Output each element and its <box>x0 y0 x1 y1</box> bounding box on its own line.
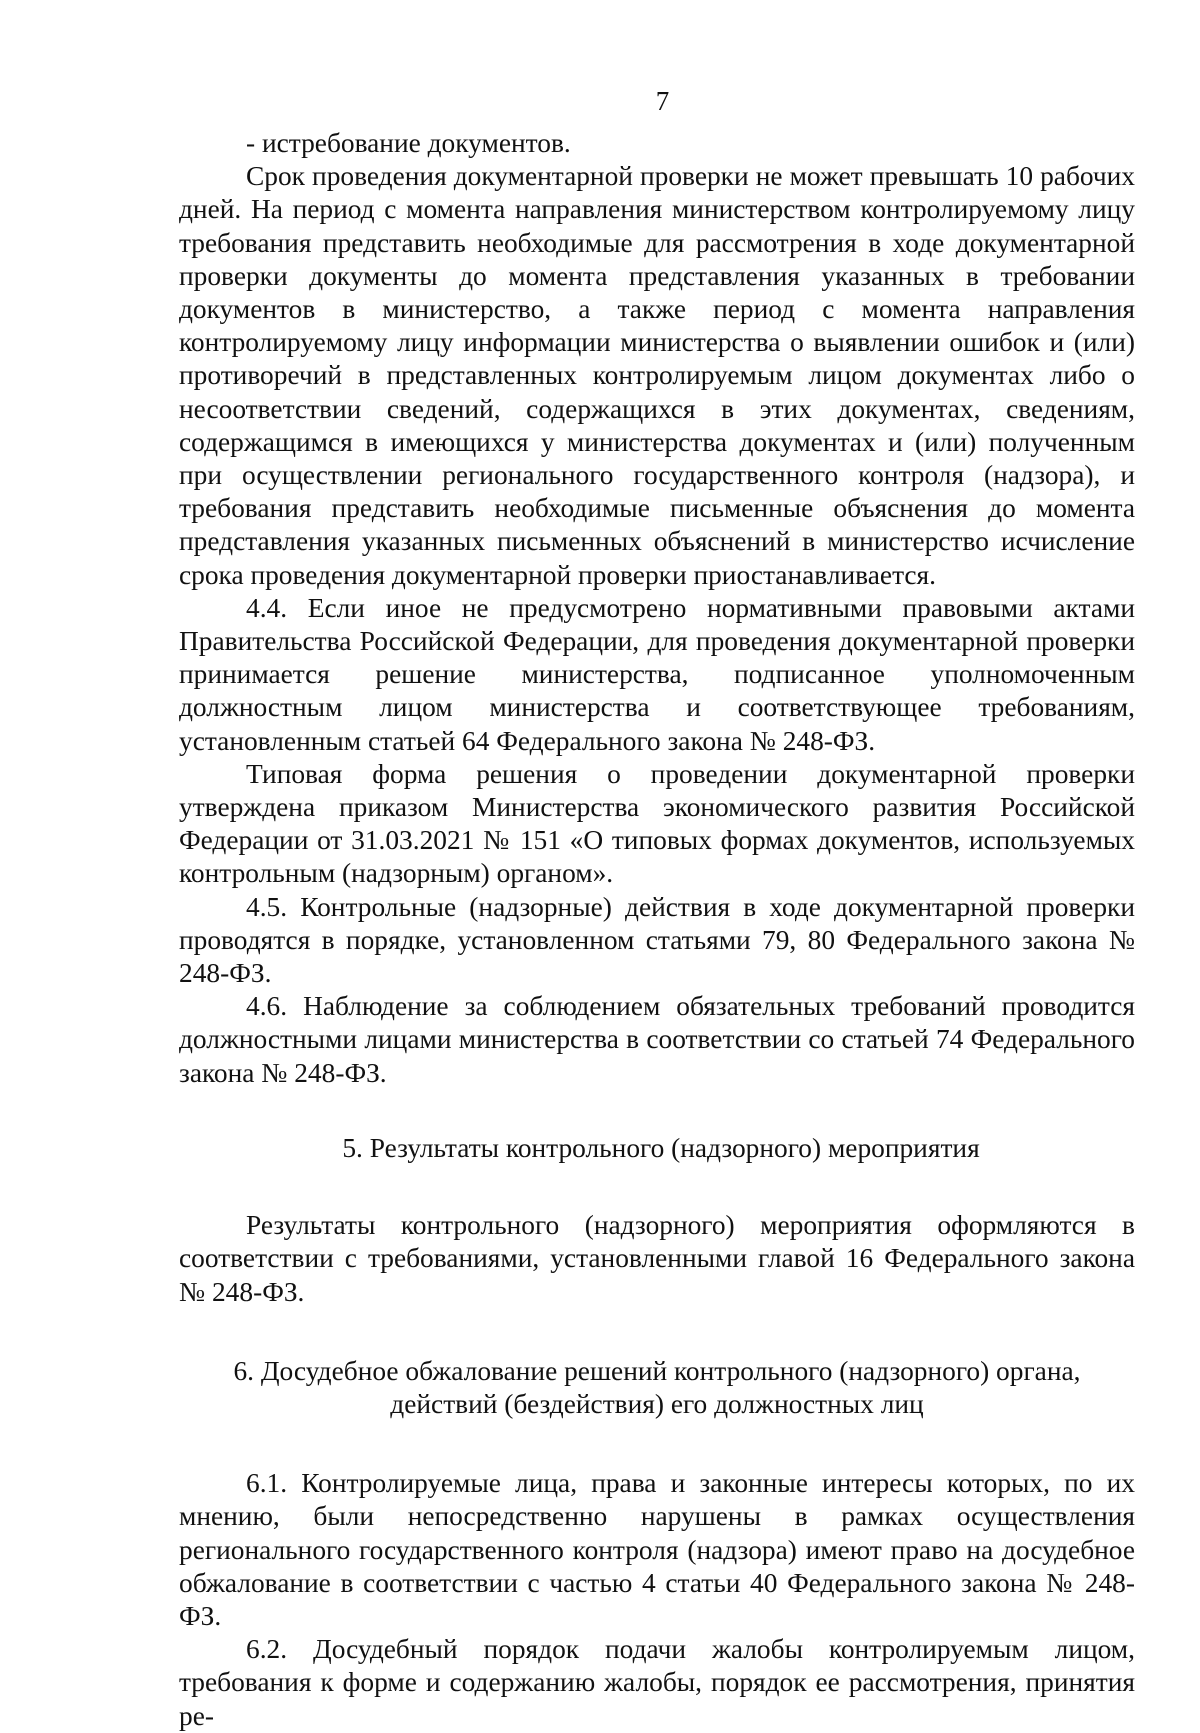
section-6-heading-line-2: действий (бездействия) его должностных лиц <box>390 1388 924 1419</box>
paragraph-4-4: 4.4. Если иное не предусмотрено нормативными правовыми актами Правительства Российской Федерации, для проведения документарной проверки принимается решение министерства, подписанное уполномоченным должностным лицом министерства и соответствующее требованиям, установленным статьей 64 Федерального закона № 248-ФЗ. <box>179 592 1135 756</box>
paragraph-document-request: - истребование документов. <box>246 128 571 158</box>
section-6-heading-line-1: 6. Досудебное обжалование решений контрольного (надзорного) органа, <box>233 1355 1081 1386</box>
document-body <box>179 127 1135 1733</box>
section-5-heading: 5. Результаты контрольного (надзорного) мероприятия <box>342 1132 980 1163</box>
paragraph-6-2: 6.2. Досудебный порядок подачи жалобы контролируемым лицом, требования к форме и содержанию жалобы, порядок ее рассмотрения, принятия ре- <box>179 1634 1135 1731</box>
paragraph-6-1: 6.1. Контролируемые лица, права и законные интересы которых, по их мнению, были непосредственно нарушены в рамках осуществления регионального государственного контроля (надзора) имеют право на досудебное обжалование в соответствии с частью 4 статьи 40 Федерального закона № 248-ФЗ. <box>179 1468 1135 1631</box>
page-number: 7 <box>655 86 670 116</box>
paragraph-inspection-period: Срок проведения документарной проверки не может превышать 10 рабочих дней. На период с момента направления министерством контролируемому лицу требования представить необходимые для рассмотрения в ходе документарной проверки документы до момента представления указанных в требовании документов в министерство, а также период с момента направления контролируемому лицу информации министерства о выявлении ошибок и (или) противоречий в представленных контролируемым лицом документах либо о несоответствии сведений, содержащихся в этих документах, сведениям, содержащимся в имеющихся у министерства документах и (или) полученным при осуществлении регионального государственного контроля (надзора), и требования представить необходимые письменные объяснения до момента представления указанных письменных объяснений в министерство исчисление срока проведения документарной проверки приостанавливается. <box>179 161 1135 590</box>
paragraph-section-5: Результаты контрольного (надзорного) мероприятия оформляются в соответствии с требованиями, установленными главой 16 Федерального закона № 248-ФЗ. <box>179 1210 1135 1307</box>
paragraph-standard-form: Типовая форма решения о проведении документарной проверки утверждена приказом Министерства экономического развития Российской Федерации от 31.03.2021 № 151 «О типовых формах документов, используемых контрольным (надзорным) органом». <box>179 758 1135 889</box>
paragraph-4-5: 4.5. Контрольные (надзорные) действия в ходе документарной проверки проводятся в порядке, установленном статьями 79, 80 Федерального закона № 248-ФЗ. <box>179 891 1135 989</box>
section-6-heading <box>179 1355 1135 1421</box>
paragraph-4-6: 4.6. Наблюдение за соблюдением обязательных требований проводится должностными лицами министерства в соответствии со статьей 74 Федерального закона № 248-ФЗ. <box>179 991 1135 1088</box>
